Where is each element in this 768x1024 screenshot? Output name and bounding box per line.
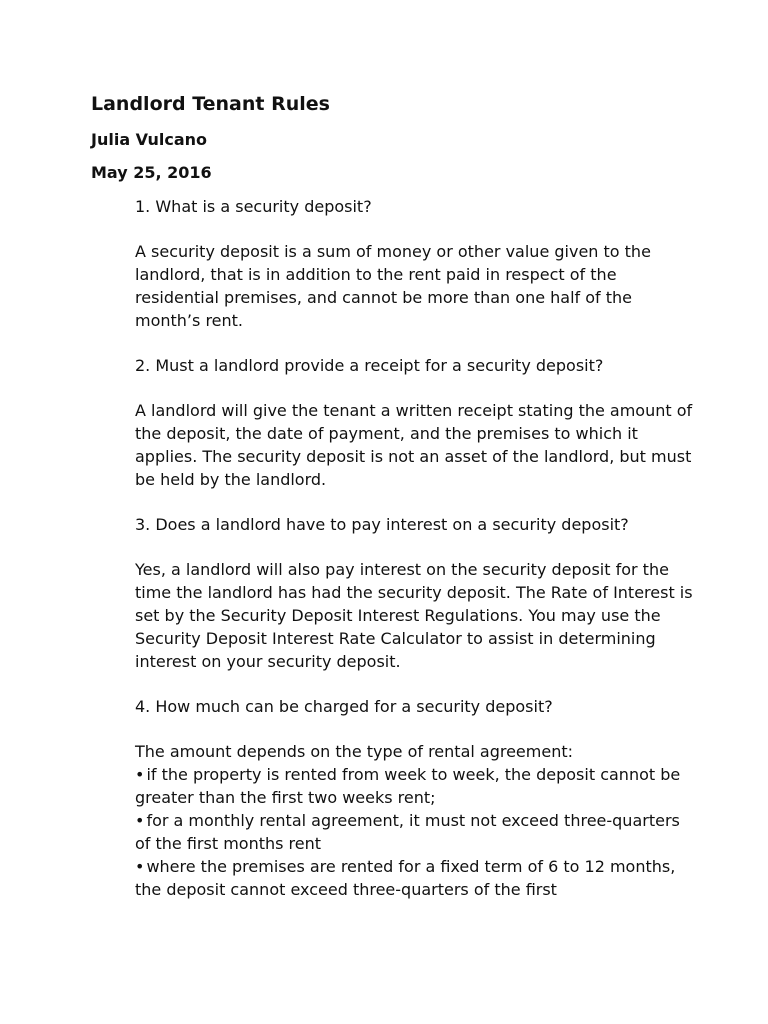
document-date: May 25, 2016 (91, 163, 212, 182)
list-item (135, 763, 695, 809)
list-item-text: if the property is rented from week to week, the deposit cannot be greater than the first two weeks rent; (135, 765, 681, 807)
answer-4-intro: The amount depends on the type of rental agreement: (135, 742, 574, 761)
bullet-glyph: • (135, 811, 145, 830)
bullet-glyph: • (135, 765, 145, 784)
list-item (135, 809, 695, 855)
list-item-text: where the premises are rented for a fixed term of 6 to 12 months, the deposit cannot exceed three-quarters of the first (135, 857, 676, 899)
question-1: 1. What is a security deposit? (135, 197, 372, 216)
document-title: Landlord Tenant Rules (91, 93, 330, 115)
answer-2: A landlord will give the tenant a written receipt stating the amount of the deposit, the date of payment, and the premises to which it applies. The security deposit is not an asset of the landlord, but must be held by the landlord. (135, 401, 693, 489)
deposit-rules-list (135, 763, 695, 901)
answer-1: A security deposit is a sum of money or other value given to the landlord, that is in addition to the rent paid in respect of the residential premises, and cannot be more than one half of the month’s rent. (135, 242, 651, 330)
question-2: 2. Must a landlord provide a receipt for a security deposit? (135, 356, 604, 375)
bullet-glyph: • (135, 857, 145, 876)
document-author: Julia Vulcano (91, 130, 208, 149)
question-3: 3. Does a landlord have to pay interest on a security deposit? (135, 515, 629, 534)
list-item (135, 855, 695, 901)
question-4: 4. How much can be charged for a security deposit? (135, 697, 553, 716)
answer-3: Yes, a landlord will also pay interest on the security deposit for the time the landlord has had the security deposit. The Rate of Interest is set by the Security Deposit Interest Regulations. You may use the Security Deposit Interest Rate Calculator to assist in determining interest on your security deposit. (135, 560, 693, 671)
document-body (135, 195, 695, 901)
list-item-text: for a monthly rental agreement, it must not exceed three-quarters of the first months rent (135, 811, 680, 853)
